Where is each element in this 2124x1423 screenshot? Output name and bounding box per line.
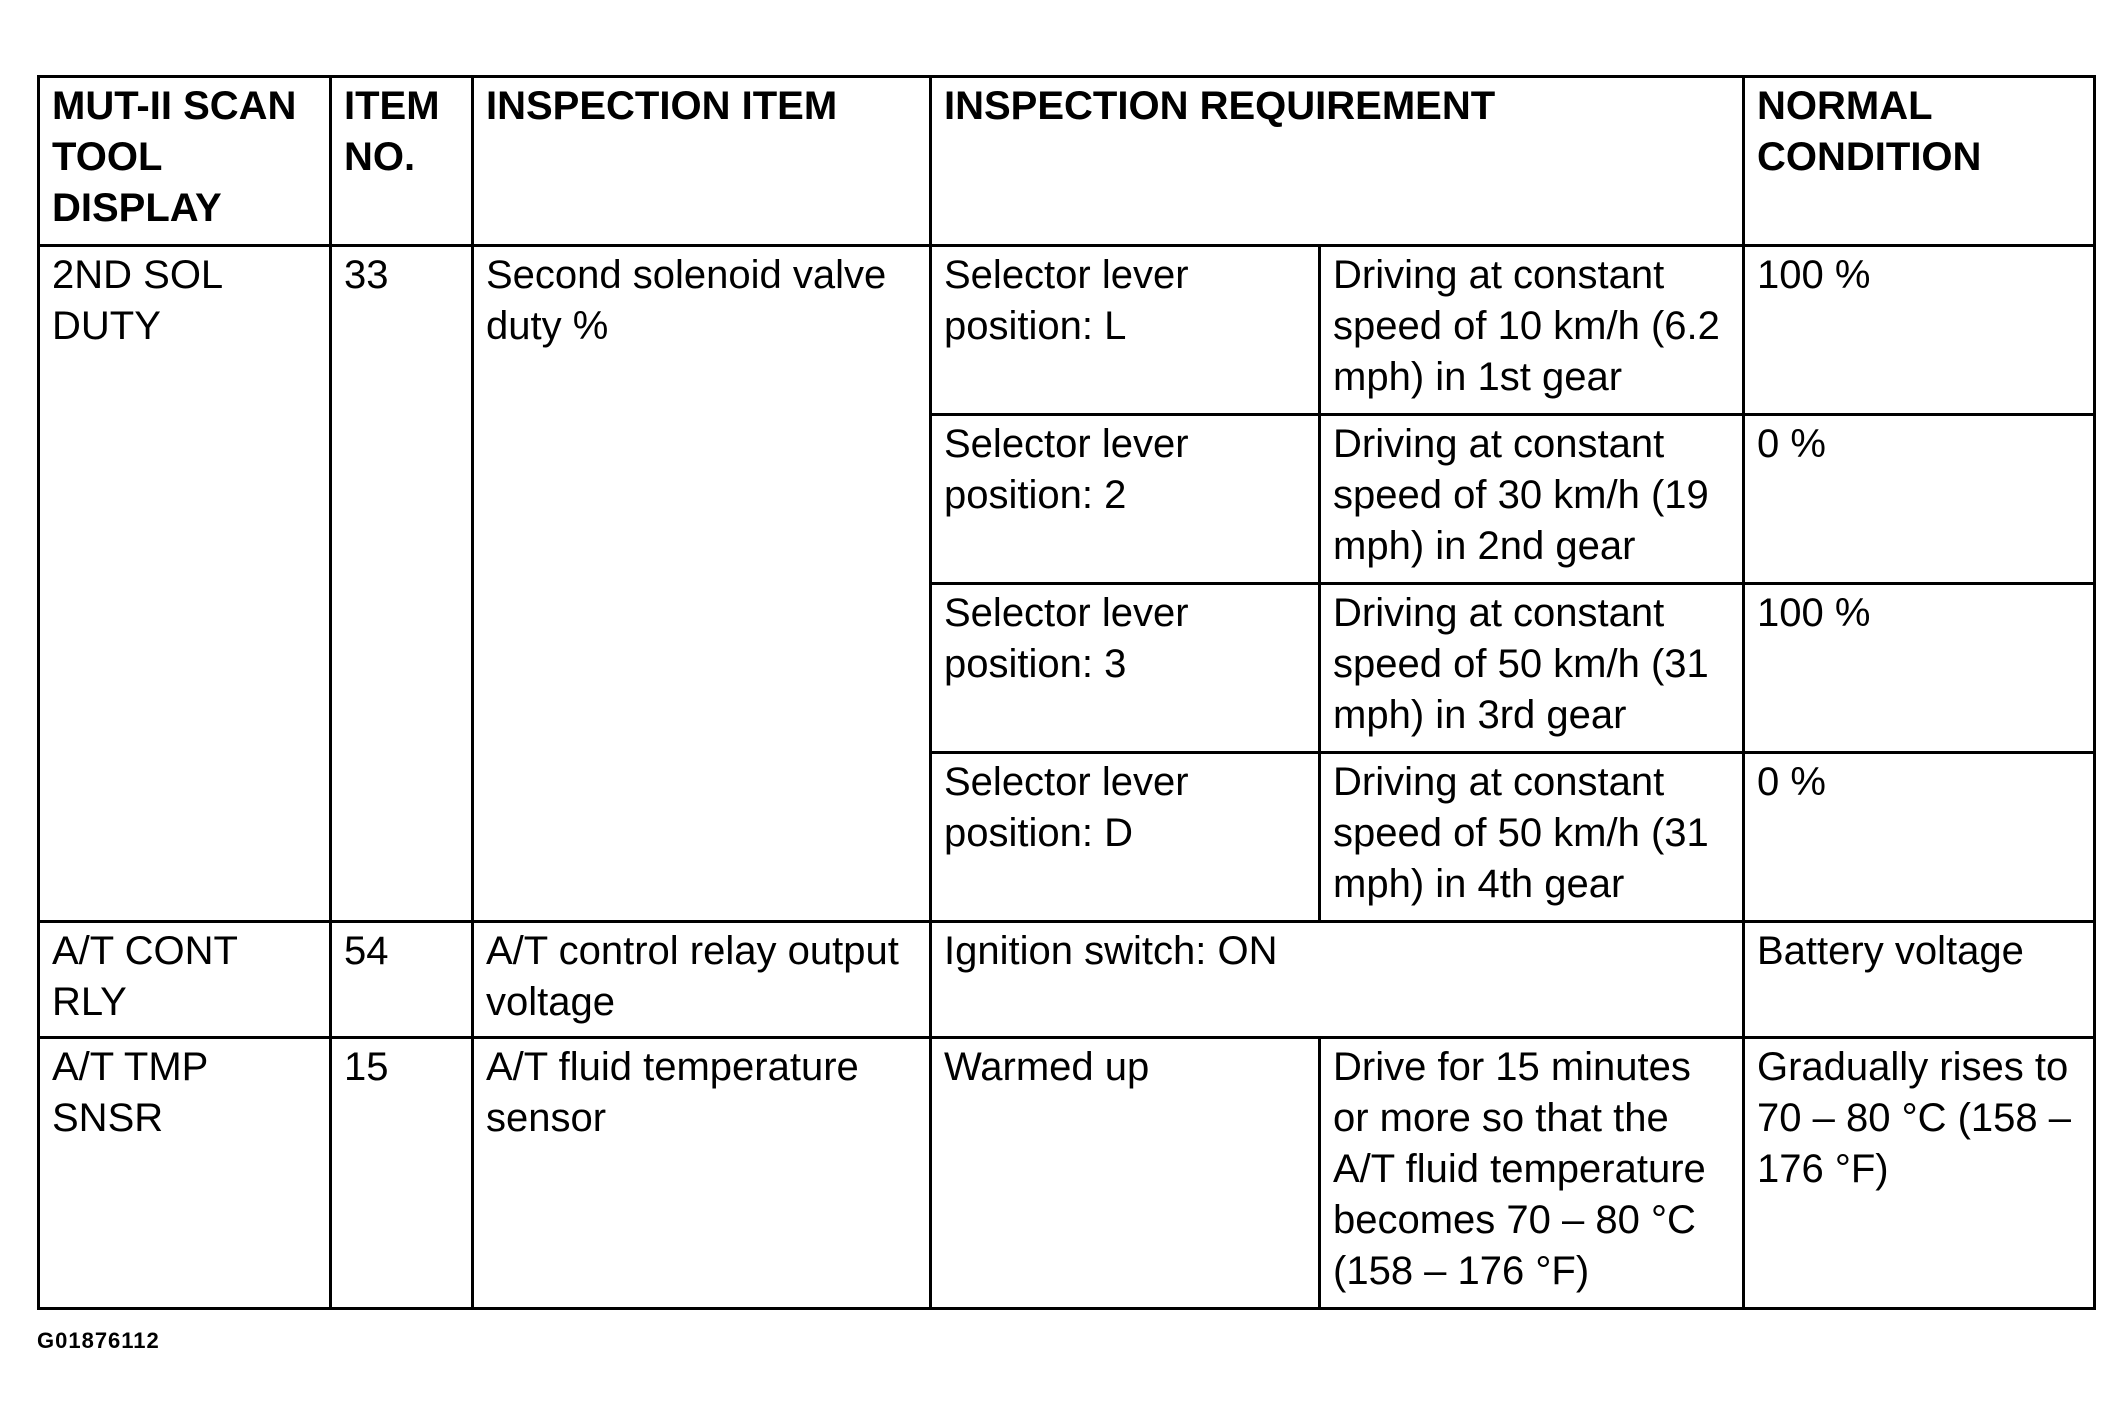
requirement-cell: Selector lever position: 3 — [931, 584, 1320, 753]
inspection-item-cell: Second solenoid valve duty % — [473, 246, 931, 922]
requirement-detail-cell: Driving at constant speed of 50 km/h (31 mph) in 3rd gear — [1320, 584, 1744, 753]
requirement-cell: Selector lever position: 2 — [931, 415, 1320, 584]
item-no-cell: 54 — [331, 922, 473, 1038]
requirement-detail-cell: Drive for 15 minutes or more so that the A/T fluid temperature becomes 70 – 80 °C (158 – 176 °F) — [1320, 1038, 1744, 1309]
normal-condition-cell: 100 % — [1744, 246, 2095, 415]
normal-condition-cell: 0 % — [1744, 753, 2095, 922]
table-row — [39, 1038, 2095, 1309]
scan-tool-display-cell: 2ND SOL DUTY — [39, 246, 331, 922]
inspection-item-cell: A/T fluid temperature sensor — [473, 1038, 931, 1309]
requirement-detail-cell: Driving at constant speed of 10 km/h (6.2 mph) in 1st gear — [1320, 246, 1744, 415]
requirement-cell: Warmed up — [931, 1038, 1320, 1309]
table-row — [39, 922, 2095, 1038]
requirement-detail-cell: Driving at constant speed of 50 km/h (31 mph) in 4th gear — [1320, 753, 1744, 922]
normal-condition-cell: Battery voltage — [1744, 922, 2095, 1038]
requirement-cell: Selector lever position: L — [931, 246, 1320, 415]
normal-condition-cell: Gradually rises to 70 – 80 °C (158 – 176 °F) — [1744, 1038, 2095, 1309]
normal-condition-cell: 0 % — [1744, 415, 2095, 584]
header-inspection-item: INSPECTION ITEM — [473, 77, 931, 246]
table-row — [39, 246, 2095, 415]
header-normal-condition: NORMAL CONDITION — [1744, 77, 2095, 246]
item-no-cell: 15 — [331, 1038, 473, 1309]
requirement-cell: Selector lever position: D — [931, 753, 1320, 922]
scan-tool-display-cell: A/T CONT RLY — [39, 922, 331, 1038]
inspection-item-cell: A/T control relay output voltage — [473, 922, 931, 1038]
requirement-cell: Ignition switch: ON — [931, 922, 1744, 1038]
normal-condition-cell: 100 % — [1744, 584, 2095, 753]
scan-tool-display-cell: A/T TMP SNSR — [39, 1038, 331, 1309]
requirement-detail-cell: Driving at constant speed of 30 km/h (19 mph) in 2nd gear — [1320, 415, 1744, 584]
figure-id: G01876112 — [37, 1328, 160, 1353]
header-item-no: ITEM NO. — [331, 77, 473, 246]
inspection-table — [37, 75, 2096, 1310]
header-inspection-requirement: INSPECTION REQUIREMENT — [931, 77, 1744, 246]
table-header-row — [39, 77, 2095, 246]
header-scan-tool-display: MUT-II SCAN TOOL DISPLAY — [39, 77, 331, 246]
item-no-cell: 33 — [331, 246, 473, 922]
